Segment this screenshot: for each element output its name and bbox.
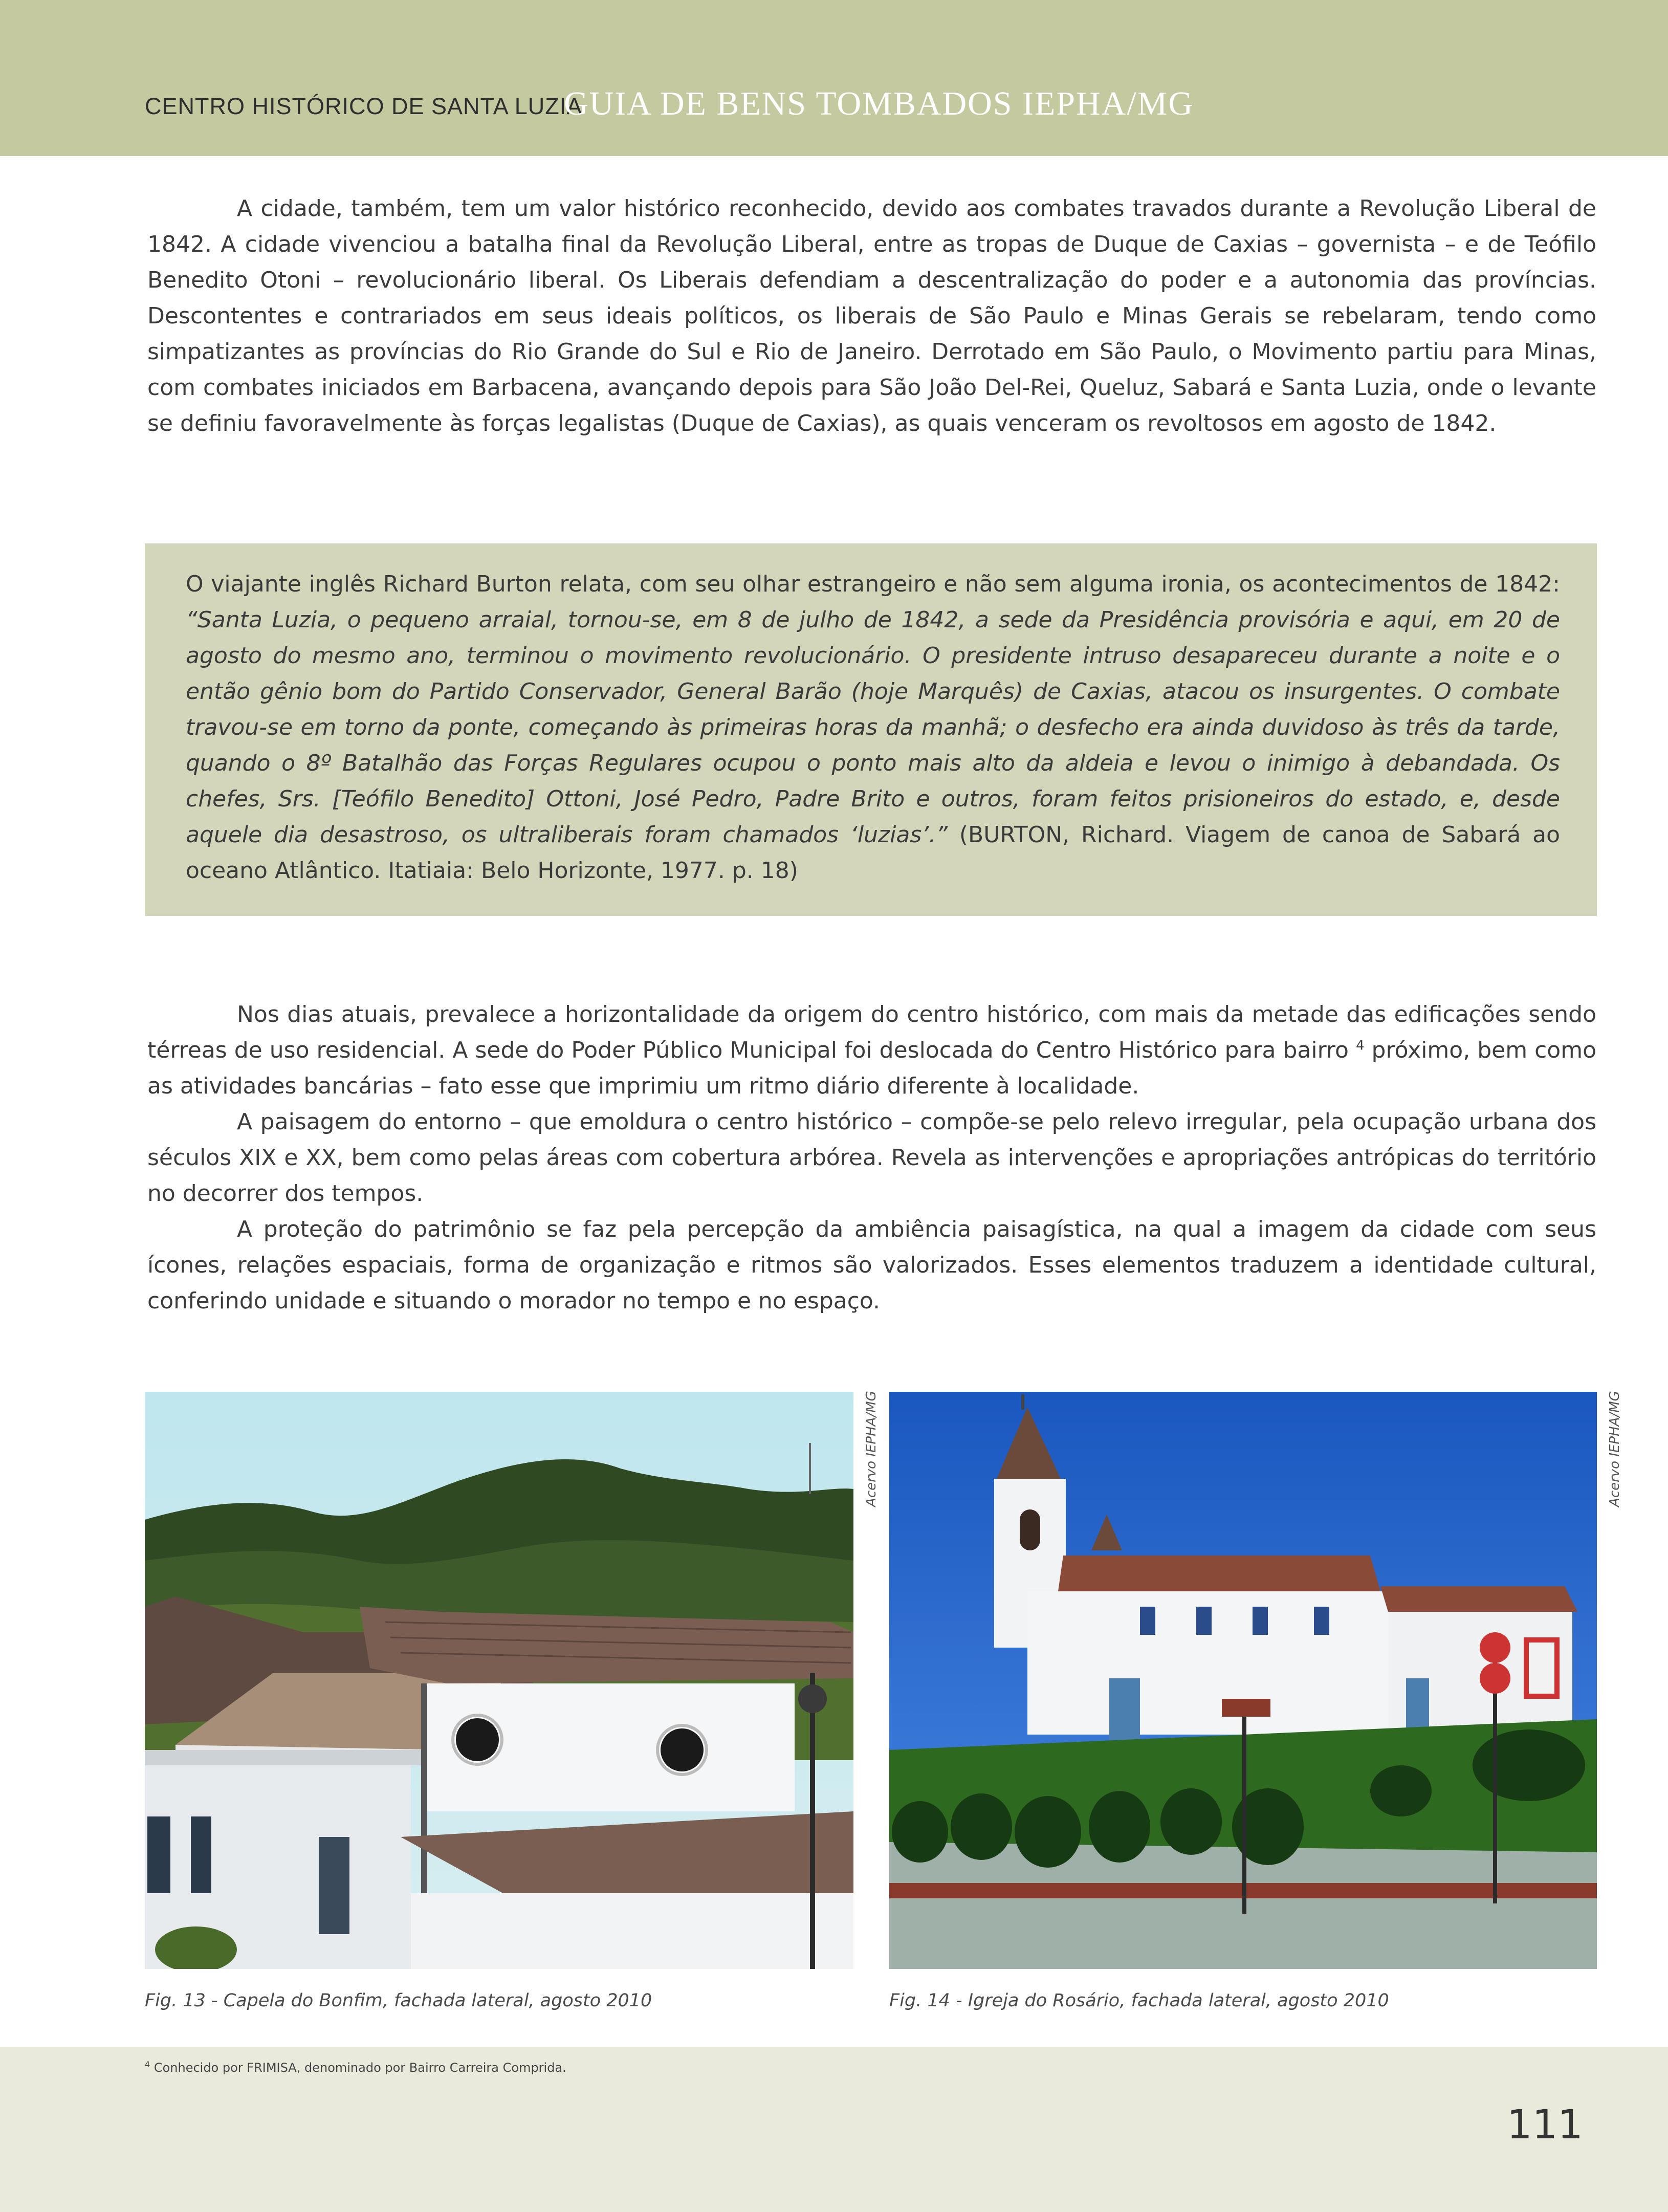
quote-reference: (BURTON, Richard. Viagem de canoa de Sabará ao oceano Atlântico. Itatiaia: Belo Horizonte, 1977. p. 18) [186,822,1560,884]
body-paragraph-2-text-b: próximo, bem como as atividades bancárias – fato esse que imprimiu um ritmo diário diferente à localidade. [147,1037,1596,1099]
body-paragraph-2 [147,997,1596,1104]
figure-13-credit [859,1392,889,1545]
figure-13-photo [145,1392,853,1969]
body-paragraph-3: A paisagem do entorno – que emoldura o centro histórico – compõe-se pelo relevo irregular, pela ocupação urbana dos séculos XIX e XX, bem como pelas áreas com cobertura arbórea. Revela as intervenções e apropriações antrópicas do território no decorrer dos tempos. [147,1109,1596,1207]
quote-text: “Santa Luzia, o pequeno arraial, tornou-se, em 8 de julho de 1842, a sede da Presidência provisória e aqui, em 20 de agosto do mesmo ano, terminou o movimento revolucionário. O presidente intruso desapareceu durante a noite e o então gênio bom do Partido Conservador, General Barão (hoje Marquês) de Caxias, atacou os insurgentes. O combate travou-se em torno da ponte, começando às primeiras horas da manhã; o desfecho era ainda duvidoso às três da tarde, quando o 8º Batalhão das Forças Regulares ocupou o ponto mais alto da aldeia e levou o inimigo à debandada. Os chefes, Srs. [Teófilo Benedito] Ottoni, José Pedro, Padre Brito e outros, foram feitos prisioneiros do estado, e, desde aquele dia desastroso, os ultraliberais foram chamados ‘luzias’.” [186,607,1560,848]
quote-paragraph [186,566,1560,889]
body-paragraph-4: A proteção do patrimônio se faz pela percepção da ambiência paisagística, na qual a imagem da cidade com seus ícones, relações espaciais, forma de organização e ritmos são valorizados. Esses elementos traduzem a identidade cultural, conferindo unidade e situando o morador no tempo e no espaço. [147,1216,1596,1314]
figure-14-credit [1602,1392,1633,1545]
figure-14-photo [889,1392,1597,1969]
header-section-title: CENTRO HISTÓRICO DE SANTA LUZIA [145,93,583,119]
body-paragraph-2-text-a: Nos dias atuais, prevalece a horizontalidade da origem do centro histórico, com mais da metade das edificações sendo térreas de uso residencial. A sede do Poder Público Municipal foi deslocada do Centro Histórico para bairro [147,1001,1596,1063]
header-guide-title: GUIA DE BENS TOMBADOS IEPHA/MG [564,85,1194,122]
footnote [145,2060,566,2075]
figure-13-caption: Fig. 13 - Capela do Bonfim, fachada lateral, agosto 2010 [145,1990,652,2011]
capela-do-bonfim-image [145,1392,853,1969]
quote-intro: O viajante inglês Richard Burton relata, com seu olhar estrangeiro e não sem alguma ironia, os acontecimentos de 1842: [186,571,1560,597]
figure-14-credit-text: Acervo IEPHA/MG [1607,1391,1622,1507]
figure-13-credit-text: Acervo IEPHA/MG [864,1391,879,1507]
igreja-do-rosario-image [889,1392,1597,1969]
footnote-mark: 4 [145,2060,150,2069]
page-number: 111 [1507,2102,1583,2148]
page-header [0,0,1668,156]
figure-14-caption: Fig. 14 - Igreja do Rosário, fachada lateral, agosto 2010 [889,1990,1389,2011]
footnote-text: Conhecido por FRIMISA, denominado por Bairro Carreira Comprida. [153,2061,566,2075]
quote-box [145,543,1597,916]
footnote-ref: 4 [1355,1038,1365,1054]
body-paragraph-1: A cidade, também, tem um valor histórico reconhecido, devido aos combates travados durante a Revolução Liberal de 1842. A cidade vivenciou a batalha final da Revolução Liberal, entre as tropas de Duque de Caxias – governista – e de Teófilo Benedito Otoni – revolucionário liberal. Os Liberais defendiam a descentralização do poder e a autonomia das províncias. Descontentes e contrariados em seus ideais políticos, os liberais de São Paulo e Minas Gerais se rebelaram, tendo como simpatizantes as províncias do Rio Grande do Sul e Rio de Janeiro. Derrotado em São Paulo, o Movimento partiu para Minas, com combates iniciados em Barbacena, avançando depois para São João Del-Rei, Queluz, Sabará e Santa Luzia, onde o levante se definiu favoravelmente às forças legalistas (Duque de Caxias), as quais venceram os revoltosos em agosto de 1842. [147,195,1596,436]
